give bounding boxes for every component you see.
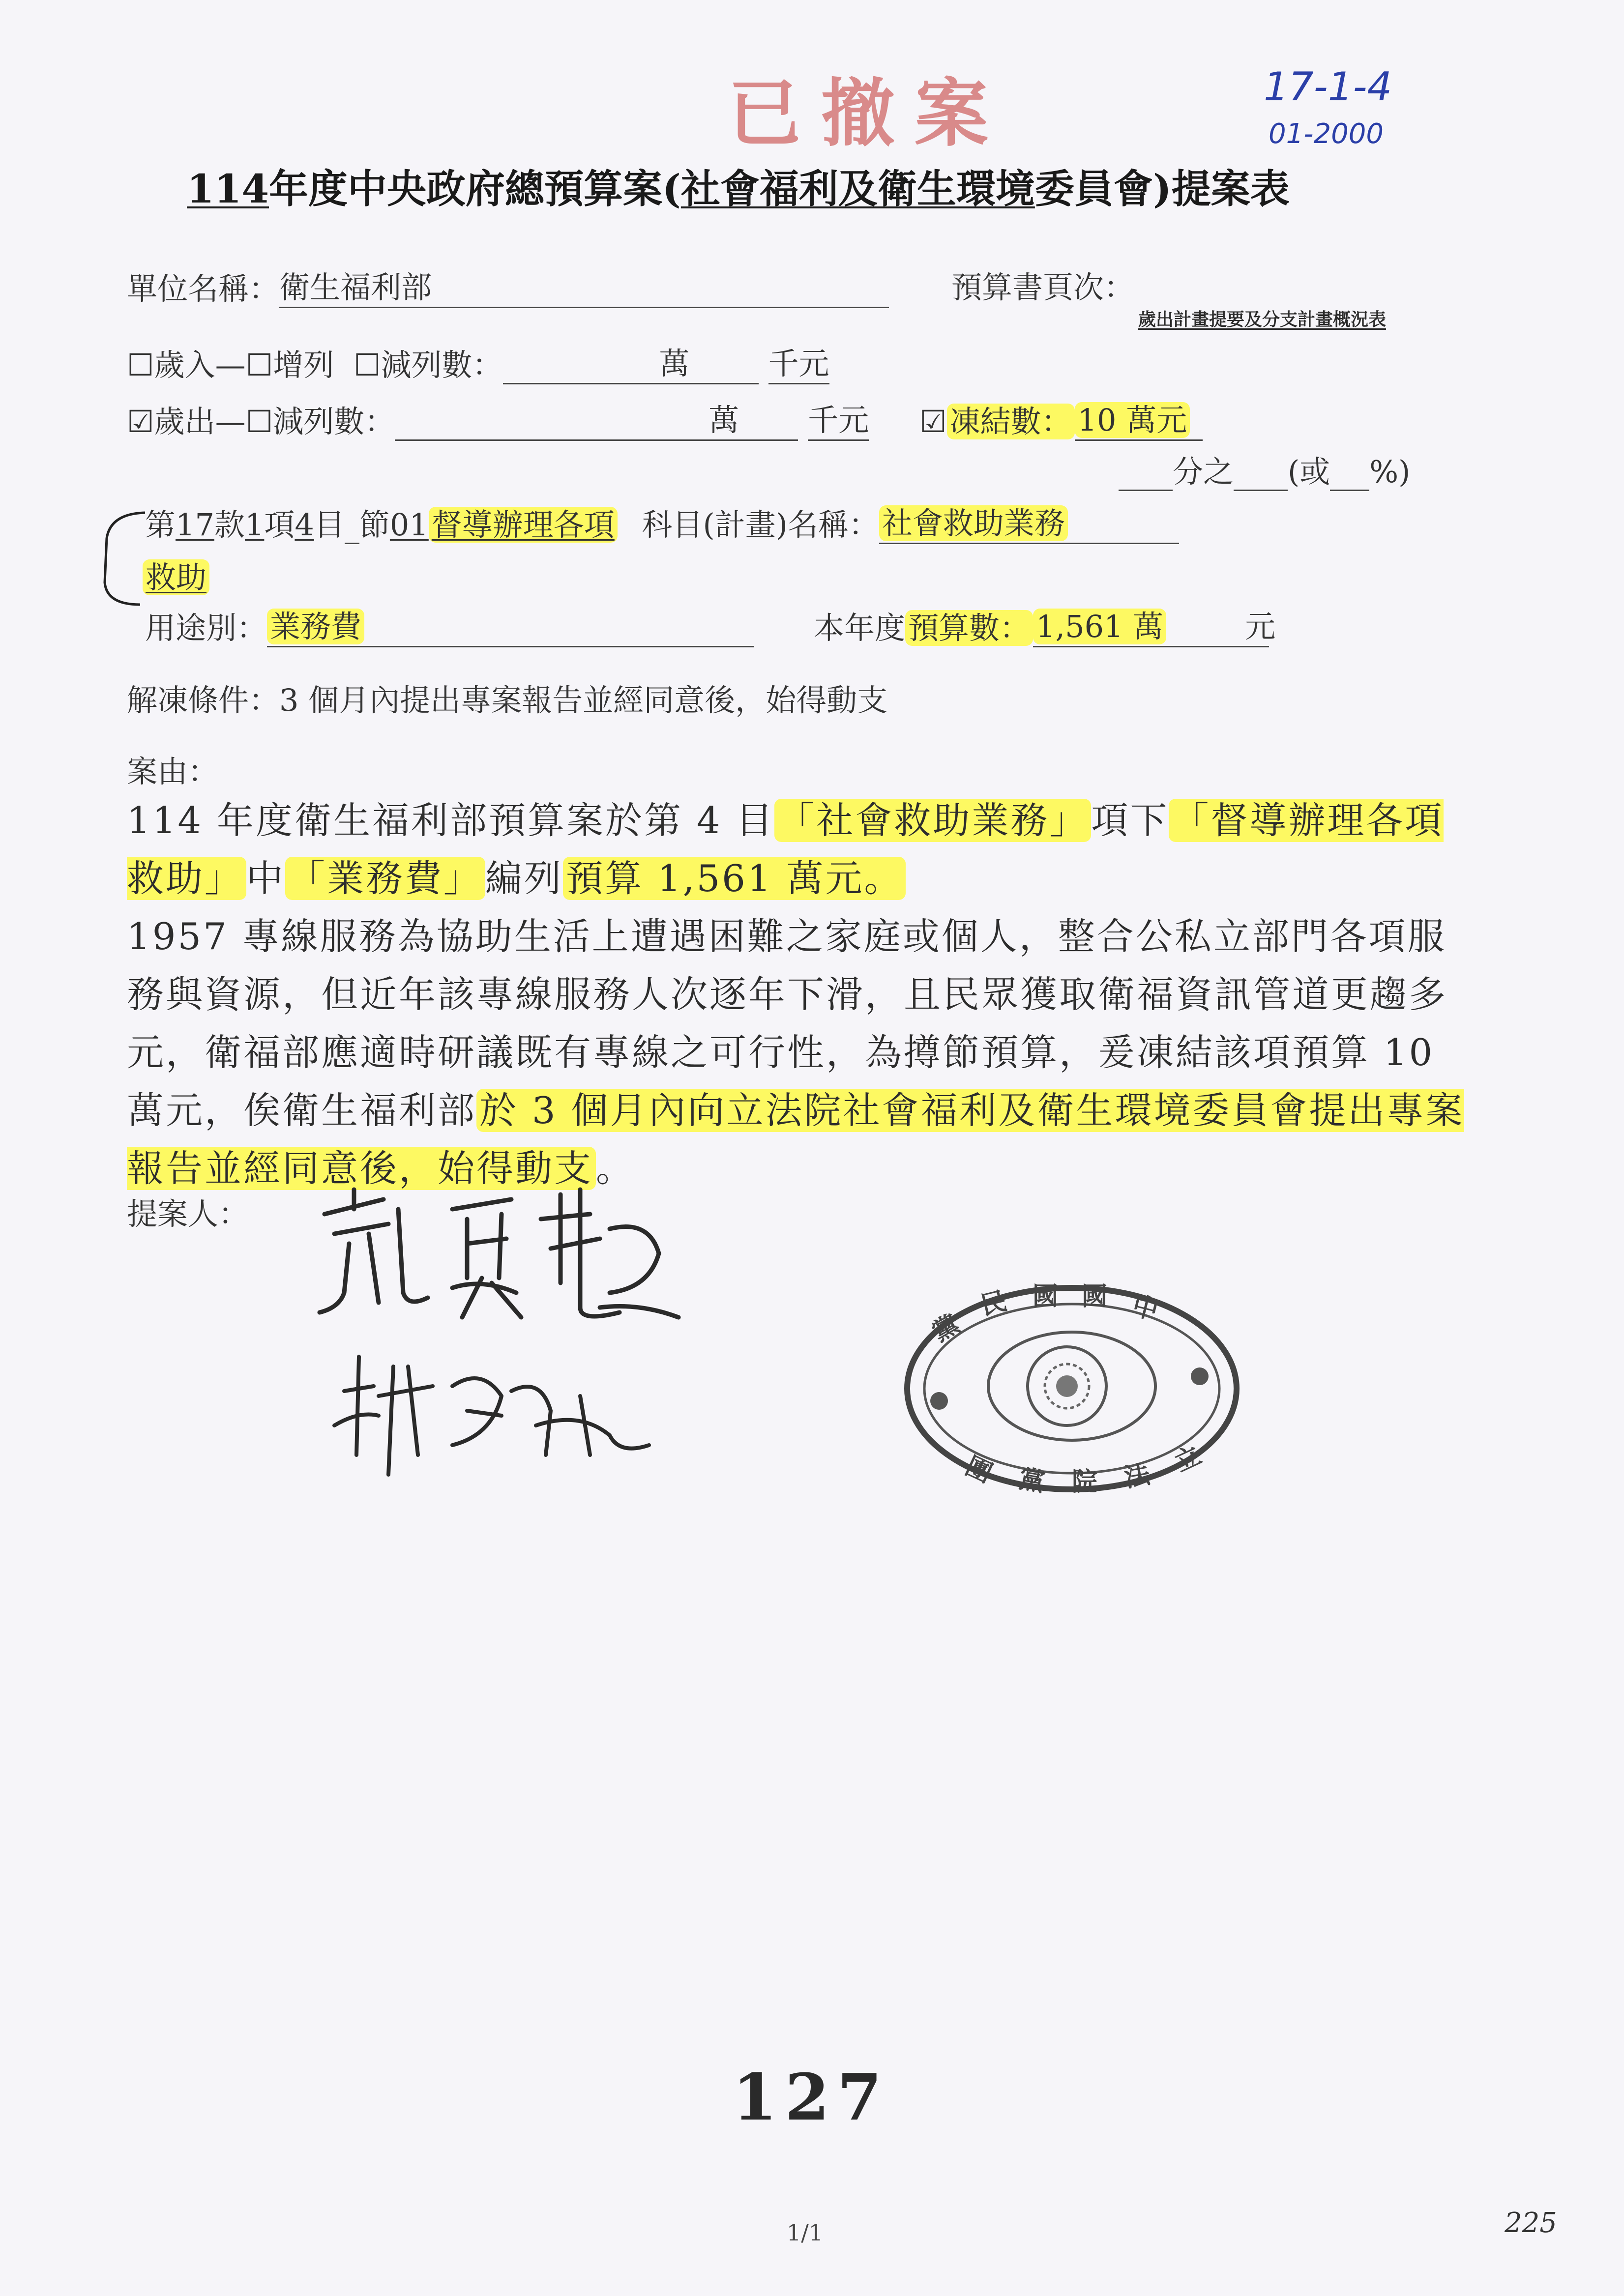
svg-text:院: 院 (1072, 1467, 1098, 1497)
corner-handwritten-mark: 225 (1505, 2207, 1557, 2239)
signature-2 (334, 1357, 649, 1475)
revenue-row (127, 339, 829, 384)
unit-value: 衛生福利部 (279, 269, 432, 305)
budget-value-line (1033, 602, 1276, 647)
unit-row (127, 263, 889, 308)
reason-p1-hl2: 「督導辦理各項救助」 (127, 799, 1444, 900)
usage-value-line (267, 602, 754, 647)
revenue-amount-line (503, 339, 759, 384)
signature-1 (320, 1190, 679, 1317)
handwritten-code-1: 17-1-4 (1264, 64, 1392, 110)
freeze-label: 凍結數： (947, 404, 1075, 439)
account-prefix: 第 (145, 507, 176, 543)
reason-p2-end: 。 (596, 1147, 635, 1190)
expenditure-amount-line (395, 396, 798, 441)
proposer-label: 提案人： (127, 1196, 249, 1232)
reason-p1-a: 114 年度衛生福利部預算案於第 4 目 (127, 799, 775, 842)
expenditure-label: 歲出— (154, 404, 246, 439)
revenue-wan: 萬 (659, 346, 690, 381)
reason-paragraph-1 (127, 791, 1474, 907)
budget-value: 1,561 萬 (1033, 609, 1166, 644)
freeze-value: 10 萬元 (1075, 402, 1190, 438)
svg-text:民: 民 (977, 1285, 1010, 1321)
account-mu-label: 目 (314, 507, 345, 543)
proposer-signatures (305, 1180, 747, 1524)
unfreeze-value: 3 個月內提出專案報告並經同意後，始得動支 (279, 682, 888, 718)
revenue-checkbox[interactable]: ☐ (127, 347, 154, 383)
page-fraction: 1/1 (787, 2219, 824, 2246)
expenditure-decrease-label: 減列數： (273, 404, 395, 439)
svg-text:中: 中 (1129, 1290, 1162, 1326)
party-seal (900, 1278, 1244, 1499)
budget-page-label: 預算書頁次： (951, 269, 1135, 305)
reason-p2-a: 1957 專線服務為協助生活上遭遇困難之家庭或個人，整合公私立部門各項服務與資源，但近年該專線服務人次逐年下滑，且民眾獲取衛福資訊管道更趨多元，衛福部應適時研議既有專線之可行性，為撙節預算，爰凍結該項預算 10 萬元，俟衛生福利部 (127, 915, 1448, 1132)
account-kuan-label: 款 (214, 507, 245, 543)
account-xiang-label: 項 (264, 507, 295, 543)
reason-label: 案由： (127, 754, 219, 789)
subject-name: 社會救助業務 (879, 505, 1068, 541)
reason-p1-hl1: 「社會救助業務」 (774, 799, 1091, 842)
reason-p1-hl3: 「業務費」 (285, 857, 485, 900)
fraction-blank-1 (1119, 490, 1173, 491)
budget-label-b: 預算數： (905, 610, 1033, 646)
usage-label: 用途別： (145, 610, 267, 646)
expenditure-thousand: 千元 (808, 396, 869, 441)
budget-amount-row (814, 602, 1276, 647)
account-jie-blank (345, 543, 359, 544)
fraction-blank-3 (1330, 490, 1369, 491)
title-part2: 委員會)提案表 (1034, 166, 1290, 212)
svg-text:立: 立 (1170, 1440, 1206, 1478)
revenue-label: 歲入— (154, 347, 246, 383)
reason-p1-c: 中 (246, 857, 286, 900)
freeze-value-line (1075, 396, 1203, 441)
unit-label: 單位名稱： (127, 271, 280, 307)
page-number: 127 (733, 2060, 890, 2135)
unit-value-line (279, 263, 889, 308)
svg-text:國: 國 (1033, 1281, 1059, 1311)
title-year: 114 (187, 166, 269, 212)
usage-value: 業務費 (267, 609, 364, 644)
reason-body (127, 791, 1474, 1197)
fraction-row (1119, 447, 1410, 491)
expenditure-wan: 萬 (709, 402, 739, 438)
expenditure-row (127, 396, 869, 441)
form-title (187, 157, 1290, 214)
expenditure-decrease-checkbox[interactable]: ☐ (245, 404, 273, 439)
freeze-checkbox[interactable]: ☑ (919, 404, 947, 439)
reason-p1-hl4: 預算 1,561 萬元。 (563, 857, 906, 900)
title-committee: 社會福利及衛生環境 (680, 166, 1035, 212)
svg-text:國: 國 (1082, 1281, 1108, 1311)
usage-row (145, 602, 754, 647)
unfreeze-label: 解凍條件： (127, 682, 280, 718)
svg-text:黨: 黨 (927, 1308, 965, 1348)
title-part1: 年度中央政府總預算案( (269, 166, 681, 212)
budget-page-reference: 歲出計畫提要及分支計畫概況表 (1138, 309, 1387, 330)
handwritten-code-2: 01-2000 (1269, 118, 1384, 150)
budget-unit: 元 (1245, 609, 1276, 644)
increase-checkbox[interactable]: ☐ (245, 347, 273, 383)
account-jie-label: 節 (359, 507, 390, 543)
increase-label: 增列 (273, 347, 334, 383)
subject-value-line (879, 499, 1179, 544)
fraction-label: 分之 (1173, 454, 1234, 490)
reason-p1-d: 編列 (485, 857, 563, 900)
expenditure-checkbox[interactable]: ☑ (127, 404, 154, 439)
fraction-blank-2 (1234, 490, 1288, 491)
budget-label-a: 本年度 (814, 610, 906, 646)
account-jie-name-cont (143, 553, 209, 597)
unfreeze-row (127, 676, 887, 720)
svg-text:團: 團 (961, 1451, 997, 1489)
reason-p2-hl: 於 3 個月內向立法院社會福利及衛生環境委員會提出專案報告並經同意後，始得動支 (127, 1089, 1465, 1190)
revenue-thousand: 千元 (768, 339, 829, 384)
account-jie-name-cont-text: 救助 (143, 559, 209, 595)
revenue-decrease-label: 減列數： (381, 347, 503, 383)
account-jie-name: 督導辦理各項 (429, 507, 618, 543)
fraction-percent: %) (1369, 454, 1411, 490)
svg-text:黨: 黨 (1016, 1463, 1047, 1498)
account-kuan: 17 (176, 507, 214, 543)
svg-text:法: 法 (1122, 1459, 1152, 1493)
revenue-decrease-checkbox[interactable]: ☐ (353, 347, 381, 383)
reason-p1-b: 項下 (1091, 799, 1169, 842)
withdrawn-stamp: 已撤案 (728, 70, 1008, 157)
reason-paragraph-2 (127, 907, 1474, 1197)
hand-bracket (96, 509, 150, 607)
account-jie-code: 01 (389, 507, 429, 543)
subject-label: 科目(計畫)名稱： (642, 507, 879, 543)
freeze-group (919, 396, 1203, 441)
account-row (145, 499, 1179, 544)
account-xiang: 1 (244, 507, 265, 543)
fraction-or: (或 (1288, 454, 1330, 490)
account-mu: 4 (295, 507, 314, 543)
